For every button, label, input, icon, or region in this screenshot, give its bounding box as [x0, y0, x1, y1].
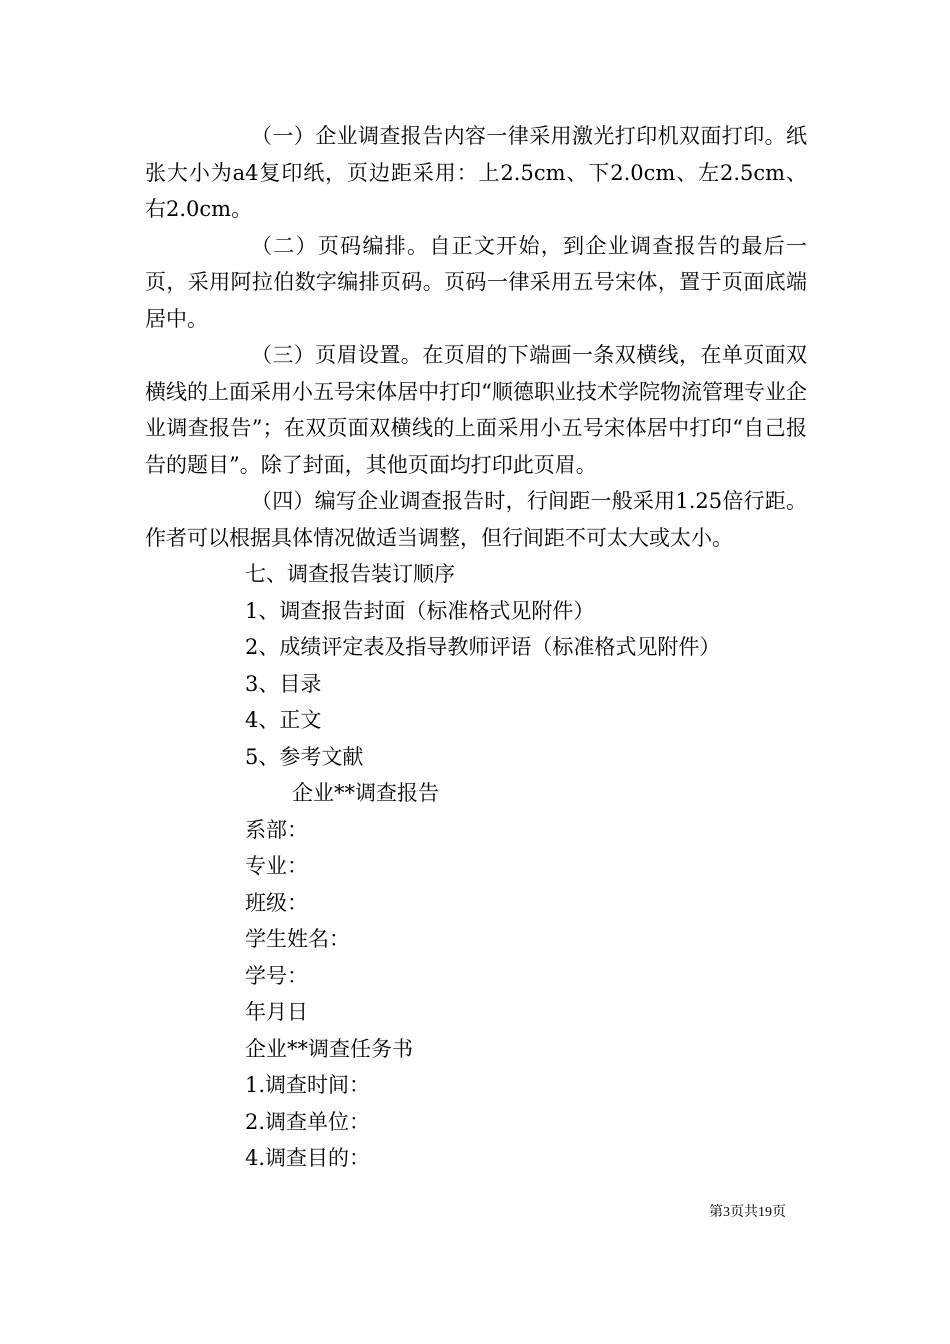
paragraph-printing: （一）企业调查报告内容一律采用激光打印机双面打印。纸张大小为a4复印纸，页边距采用：上2.5cm、下2.0cm、左2.5cm、右2.0cm。 — [145, 124, 807, 221]
binding-item-main-text: 4、正文 — [245, 708, 322, 732]
document-body — [145, 118, 807, 1177]
cover-field-class: 班级： — [245, 890, 308, 915]
task-item-time: 1.调查时间： — [245, 1073, 371, 1097]
page-number-footer: 第3页共19页 — [709, 1205, 786, 1220]
paragraph-line-spacing: （四）编写企业调查报告时，行间距一般采用1.25倍行距。作者可以根据具体情况做适当调整，但行间距不可太大或太小。 — [145, 489, 807, 550]
task-item-purpose: 4.调查目的： — [245, 1146, 371, 1170]
task-book-title: 企业**调查任务书 — [245, 1036, 413, 1061]
cover-field-department: 系部： — [245, 817, 308, 842]
cover-field-date: 年月日 — [245, 1000, 308, 1024]
cover-title: 企业**调查报告 — [292, 781, 439, 805]
section-heading-binding-order: 七、调查报告装订顺序 — [245, 562, 455, 586]
binding-item-evaluation: 2、成绩评定表及指导教师评语（标准格式见附件） — [245, 635, 721, 659]
binding-item-cover: 1、调查报告封面（标准格式见附件） — [245, 598, 595, 623]
cover-field-student-name: 学生姓名： — [245, 927, 350, 951]
binding-item-toc: 3、目录 — [245, 671, 322, 696]
cover-field-student-id: 学号： — [245, 963, 308, 988]
binding-item-references: 5、参考文献 — [245, 744, 364, 769]
cover-field-major: 专业： — [245, 854, 308, 878]
paragraph-header-setup: （三）页眉设置。在页眉的下端画一条双横线，在单页面双横线的上面采用小五号宋体居中打印“顺德职业技术学院物流管理专业企业调查报告”；在双页面双横线的上面采用小五号宋体居中打印“自己报告的题目”。除了封面，其他页面均打印此页眉。 — [145, 343, 807, 477]
task-item-unit: 2.调查单位： — [245, 1109, 371, 1134]
paragraph-page-numbering: （二）页码编排。自正文开始，到企业调查报告的最后一页，采用阿拉伯数字编排页码。页码一律采用五号宋体，置于页面底端居中。 — [145, 233, 807, 331]
